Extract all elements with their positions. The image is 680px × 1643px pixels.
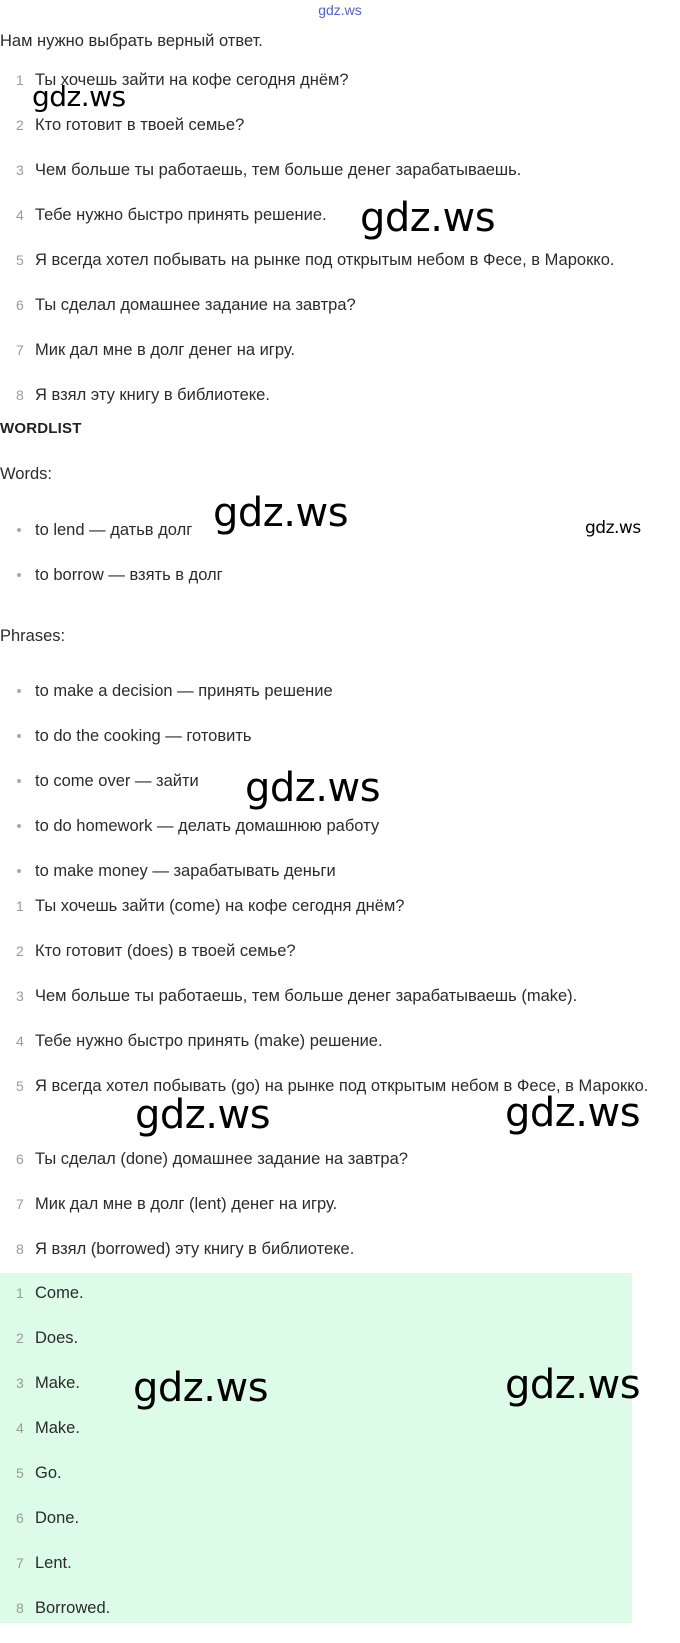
- item-number: 3: [16, 1375, 24, 1391]
- watermark: gdz.ws: [245, 765, 381, 811]
- wordlist-heading: WORDLIST: [0, 420, 82, 437]
- item-text: Ты хочешь зайти на кофе сегодня днём?: [35, 71, 349, 89]
- list-item: [0, 1418, 680, 1463]
- list-item: [0, 1463, 680, 1508]
- list-item: [0, 986, 680, 1031]
- item-number: 8: [16, 1600, 24, 1616]
- item-number: 5: [16, 1465, 24, 1481]
- bullet-icon: [17, 779, 21, 783]
- item-text: to do the cooking — готовить: [35, 727, 252, 745]
- watermark: gdz.ws: [135, 1092, 271, 1138]
- item-number: 5: [16, 252, 24, 268]
- watermark: gdz.ws: [505, 1090, 641, 1136]
- item-number: 8: [16, 387, 24, 403]
- item-text: Go.: [35, 1464, 62, 1482]
- bullet-icon: [17, 573, 21, 577]
- item-text: Make.: [35, 1374, 80, 1392]
- list-item: [0, 340, 680, 385]
- item-number: 1: [16, 1285, 24, 1301]
- list-item: [0, 1194, 680, 1239]
- phrases-label: Phrases:: [0, 627, 66, 645]
- list-item: [0, 1598, 680, 1643]
- item-text: Borrowed.: [35, 1599, 111, 1617]
- item-text: to make a decision — принять решение: [35, 682, 333, 700]
- item-text: to borrow — взять в долг: [35, 566, 223, 584]
- intro-text: Нам нужно выбрать верный ответ.: [0, 32, 263, 50]
- item-text: Done.: [35, 1509, 80, 1527]
- item-text: Кто готовит в твоей семье?: [35, 116, 245, 134]
- item-number: 4: [16, 207, 24, 223]
- watermark: gdz.ws: [32, 80, 126, 113]
- item-text: Мик дал мне в долг денег на игру.: [35, 341, 295, 359]
- item-text: Чем больше ты работаешь, тем больше денег зарабатываешь.: [35, 161, 522, 179]
- item-number: 1: [16, 898, 24, 914]
- bullet-icon: [17, 689, 21, 693]
- watermark: gdz.ws: [360, 195, 496, 241]
- list-item: [0, 941, 680, 986]
- item-number: 7: [16, 1555, 24, 1571]
- bullet-icon: [17, 869, 21, 873]
- translation-list: [0, 70, 680, 430]
- bullet-icon: [17, 528, 21, 532]
- watermark: gdz.ws: [133, 1365, 269, 1411]
- words-label: Words:: [0, 465, 52, 483]
- site-title[interactable]: gdz.ws: [318, 2, 362, 18]
- item-number: 2: [16, 943, 24, 959]
- list-item: [0, 1283, 680, 1328]
- watermark: gdz.ws: [213, 490, 349, 536]
- bullet-icon: [17, 824, 21, 828]
- item-number: 1: [16, 72, 24, 88]
- item-number: 5: [16, 1078, 24, 1094]
- item-number: 4: [16, 1420, 24, 1436]
- item-text: Ты сделал домашнее задание на завтра?: [35, 296, 356, 314]
- list-item: [0, 160, 680, 205]
- item-text: Я всегда хотел побывать (go) на рынке под открытым небом в Фесе, в Марокко.: [35, 1077, 649, 1095]
- item-number: 2: [16, 117, 24, 133]
- answers-panel: [0, 1273, 632, 1623]
- item-number: 4: [16, 1033, 24, 1049]
- item-text: to come over — зайти: [35, 772, 199, 790]
- item-number: 6: [16, 297, 24, 313]
- list-item: [0, 816, 680, 861]
- item-number: 8: [16, 1241, 24, 1257]
- item-text: Ты сделал (done) домашнее задание на завтра?: [35, 1150, 408, 1168]
- item-text: to make money — зарабатывать деньги: [35, 862, 336, 880]
- item-number: 6: [16, 1151, 24, 1167]
- item-text: Чем больше ты работаешь, тем больше денег зарабатываешь (make).: [35, 987, 578, 1005]
- list-item: [0, 1553, 680, 1598]
- list-item: [0, 565, 680, 610]
- item-text: Я взял (borrowed) эту книгу в библиотеке.: [35, 1240, 355, 1258]
- list-item: [0, 896, 680, 941]
- item-text: Кто готовит (does) в твоей семье?: [35, 942, 296, 960]
- answers-list: [0, 1283, 680, 1643]
- list-item: [0, 115, 680, 160]
- bullet-icon: [17, 734, 21, 738]
- item-number: 7: [16, 1196, 24, 1212]
- item-text: Я взял эту книгу в библиотеке.: [35, 386, 270, 404]
- watermark: gdz.ws: [585, 518, 641, 538]
- item-number: 2: [16, 1330, 24, 1346]
- list-item: [0, 385, 680, 430]
- list-item: [0, 205, 680, 250]
- item-text: Come.: [35, 1284, 84, 1302]
- item-text: Does.: [35, 1329, 79, 1347]
- item-text: Мик дал мне в долг (lent) денег на игру.: [35, 1195, 338, 1213]
- list-item: [0, 1508, 680, 1553]
- list-item: [0, 250, 680, 295]
- item-text: Ты хочешь зайти (come) на кофе сегодня днём?: [35, 897, 405, 915]
- item-text: Make.: [35, 1419, 80, 1437]
- item-number: 6: [16, 1510, 24, 1526]
- list-item: [0, 1149, 680, 1194]
- list-item: [0, 681, 680, 726]
- item-number: 3: [16, 162, 24, 178]
- item-text: Я всегда хотел побывать на рынке под открытым небом в Фесе, в Марокко.: [35, 251, 615, 269]
- item-text: to do homework — делать домашнюю работу: [35, 817, 380, 835]
- watermark: gdz.ws: [505, 1362, 641, 1408]
- item-text: Lent.: [35, 1554, 72, 1572]
- item-text: Тебе нужно быстро принять решение.: [35, 206, 327, 224]
- item-number: 3: [16, 988, 24, 1004]
- list-item: [0, 295, 680, 340]
- item-text: to lend — датьв долг: [35, 521, 193, 539]
- item-number: 7: [16, 342, 24, 358]
- item-text: Тебе нужно быстро принять (make) решение.: [35, 1032, 383, 1050]
